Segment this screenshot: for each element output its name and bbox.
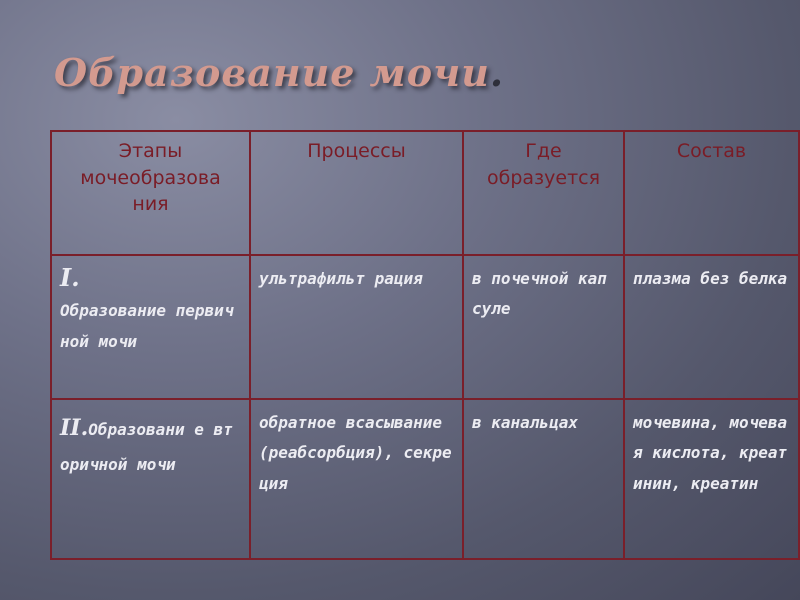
stage-cell <box>51 255 250 399</box>
stage-description: Образовани е вторичной мочи <box>60 420 233 474</box>
slide-title <box>54 50 504 95</box>
process-cell: обратное всасывание (реабсорбция), секреция <box>250 399 463 559</box>
stage-cell <box>51 399 250 559</box>
header-where: Где образуется <box>463 131 624 255</box>
stage-number: II. <box>60 415 89 441</box>
title-text: Образование мочи <box>54 50 490 95</box>
stage-description: Образование первичной мочи <box>60 301 234 351</box>
process-cell: ультрафильт рация <box>250 255 463 399</box>
urine-formation-table <box>50 130 800 560</box>
stage-number: I. <box>60 263 80 292</box>
title-period: . <box>489 50 505 95</box>
table-header-row <box>51 131 799 255</box>
table-row <box>51 399 799 559</box>
header-stages: Этапы мочеобразова ния <box>51 131 250 255</box>
where-cell: в почечной капсуле <box>463 255 624 399</box>
header-processes: Процессы <box>250 131 463 255</box>
composition-cell: плазма без белка <box>624 255 799 399</box>
where-cell: в канальцах <box>463 399 624 559</box>
header-composition: Состав <box>624 131 799 255</box>
table-row <box>51 255 799 399</box>
composition-cell: мочевина, мочевая кислота, креатинин, креатин <box>624 399 799 559</box>
